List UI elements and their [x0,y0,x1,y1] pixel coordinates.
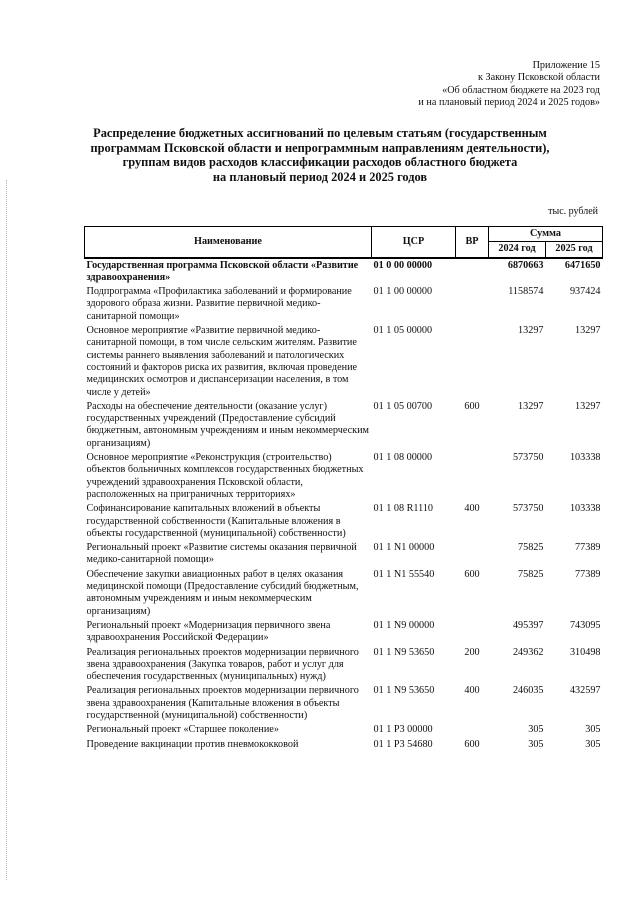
table-row [85,723,603,737]
header-vr: ВР [456,227,489,258]
appendix-line-3: «Об областном бюджете на 2023 год [442,84,600,96]
appendix-line-4: и на плановый период 2024 и 2025 годов» [418,97,600,109]
row-2024: 305 [528,724,544,736]
row-name: Реализация региональных проектов модернизации первичного звена здравоохранения (Закупка товаров, работ и услуг для обеспечения государственных (муниципальных) нужд) [86,646,359,683]
title-line-2: программам Псковской области и непрограммным направлениям деятельности), [90,140,550,155]
row-csr: 01 1 08 R1110 [373,503,434,515]
title-line-1: Распределение бюджетных ассигнований по целевым статьям (государственным [93,126,547,140]
row-2024: 75825 [518,568,544,580]
row-name: Основное мероприятие «Развитие первичной медико-санитарной помощи, в том числе сельским жителям. Развитие системы раннего выявления заболеваний и патологических состояний и факторов риска их развития, включая проведение медицинских осмотров и диспансеризации населения, в том числе у детей» [86,325,358,398]
row-2025: 13297 [575,400,601,412]
row-name: Подпрограмма «Профилактика заболеваний и формирование здорового образа жизни. Развитие первичной медико-санитарной помощи» [86,286,352,322]
units-label: тыс. рублей [548,206,598,217]
table-row [85,646,603,685]
row-2024: 6870663 [507,259,544,271]
table-row [85,451,603,502]
row-2025: 77389 [575,542,601,554]
row-2025: 103338 [569,503,601,515]
row-vr [456,541,489,568]
budget-table [84,226,603,752]
row-2025: 103338 [569,452,601,464]
appendix-line-1: Приложение 15 [532,60,600,71]
row-name: Проведение вакцинации против пневмококковой [86,738,299,750]
row-2024: 573750 [512,503,544,515]
row-name: Основное мероприятие «Реконструкция (строительство) объектов больничных комплексов государственных бюджетных учреждений здравоохранения Псковской области, расположенных на приграничных территориях» [86,452,364,500]
row-csr: 01 1 P3 00000 [373,724,433,736]
row-csr: 01 1 P3 54680 [373,738,433,750]
row-2025: 743095 [569,619,601,631]
row-csr: 01 1 N9 53650 [373,685,435,697]
table-row [85,502,603,541]
row-csr: 01 0 00 00000 [373,259,433,271]
table-row [85,684,603,723]
row-vr: 200 [464,646,480,658]
row-2025: 310498 [569,646,601,658]
row-name: Реализация региональных проектов модернизации первичного звена здравоохранения (Капитальные вложения в объекты государственной (муниципальной) собственности) [86,685,359,721]
row-2024: 75825 [518,542,544,554]
table-row [85,541,603,568]
row-vr [456,723,489,737]
document-title [80,126,560,184]
row-name: Региональный проект «Модернизация первичного звена здравоохранения Российской Федерации» [86,619,331,644]
row-2025: 305 [585,738,601,750]
row-vr: 600 [464,400,480,412]
title-line-4: на плановый период 2024 и 2025 годов [212,169,428,184]
header-2025: 2025 год [546,242,603,258]
row-vr [456,619,489,646]
row-name: Обеспечение закупки авиационных работ в целях оказания медицинской помощи (Предоставление субсидий бюджетным, автономным учреждениям и иным некоммерческим организациям) [86,568,359,617]
row-2024: 1158574 [508,286,544,298]
table-row [85,619,603,646]
scan-edge-mark [6,180,8,880]
row-vr: 400 [464,685,480,697]
row-csr: 01 1 05 00000 [373,325,433,337]
row-vr: 400 [464,503,480,515]
row-2025: 305 [585,724,601,736]
appendix-header [418,60,600,110]
row-vr: 600 [464,568,480,580]
row-csr: 01 1 08 00000 [373,452,433,464]
row-2024: 246035 [512,685,544,697]
row-name: Расходы на обеспечение деятельности (оказание услуг) государственных учреждений (Предоставление субсидий бюджетным, автономным учреждениям и иным некоммерческим организациям) [86,400,369,449]
table-row [85,258,603,286]
row-vr [456,285,489,324]
header-2024: 2024 год [489,242,546,258]
row-vr: 600 [464,738,480,750]
row-csr: 01 1 N9 00000 [373,619,435,631]
row-2024: 249362 [512,646,544,658]
row-2024: 573750 [512,452,544,464]
row-vr [456,258,489,286]
table-row [85,400,603,451]
row-csr: 01 1 N1 55540 [373,568,435,580]
row-csr: 01 1 05 00700 [373,400,433,412]
row-csr: 01 1 N1 00000 [373,542,435,554]
row-csr: 01 1 00 00000 [373,286,433,298]
row-name: Государственная программа Псковской области «Развитие здравоохранения» [86,259,359,283]
row-2025: 13297 [575,325,601,337]
header-name: Наименование [85,227,372,258]
table-row [85,285,603,324]
row-2024: 13297 [518,325,544,337]
row-2025: 937424 [569,286,601,298]
row-name: Софинансирование капитальных вложений в объекты государственной собственности (Капитальные вложения в объекты государственной (муниципальной) собственности) [86,503,346,539]
header-csr: ЦСР [372,227,456,258]
row-2025: 432597 [569,685,601,697]
row-2025: 6471650 [564,259,601,271]
row-name: Региональный проект «Развитие системы оказания первичной медико-санитарной помощи» [86,542,357,566]
row-vr [456,324,489,400]
table-row [85,568,603,619]
table-row [85,324,603,400]
row-name: Региональный проект «Старшее поколение» [86,724,279,736]
row-2024: 305 [528,738,544,750]
header-sum: Сумма [489,227,603,242]
table-row [85,738,603,752]
row-vr [456,451,489,502]
row-2024: 495397 [512,619,544,631]
title-line-3: группам видов расходов классификации расходов областного бюджета [122,155,518,170]
appendix-line-2: к Закону Псковской области [478,72,600,84]
row-csr: 01 1 N9 53650 [373,646,435,658]
row-2024: 13297 [518,400,544,412]
row-2025: 77389 [575,568,601,580]
